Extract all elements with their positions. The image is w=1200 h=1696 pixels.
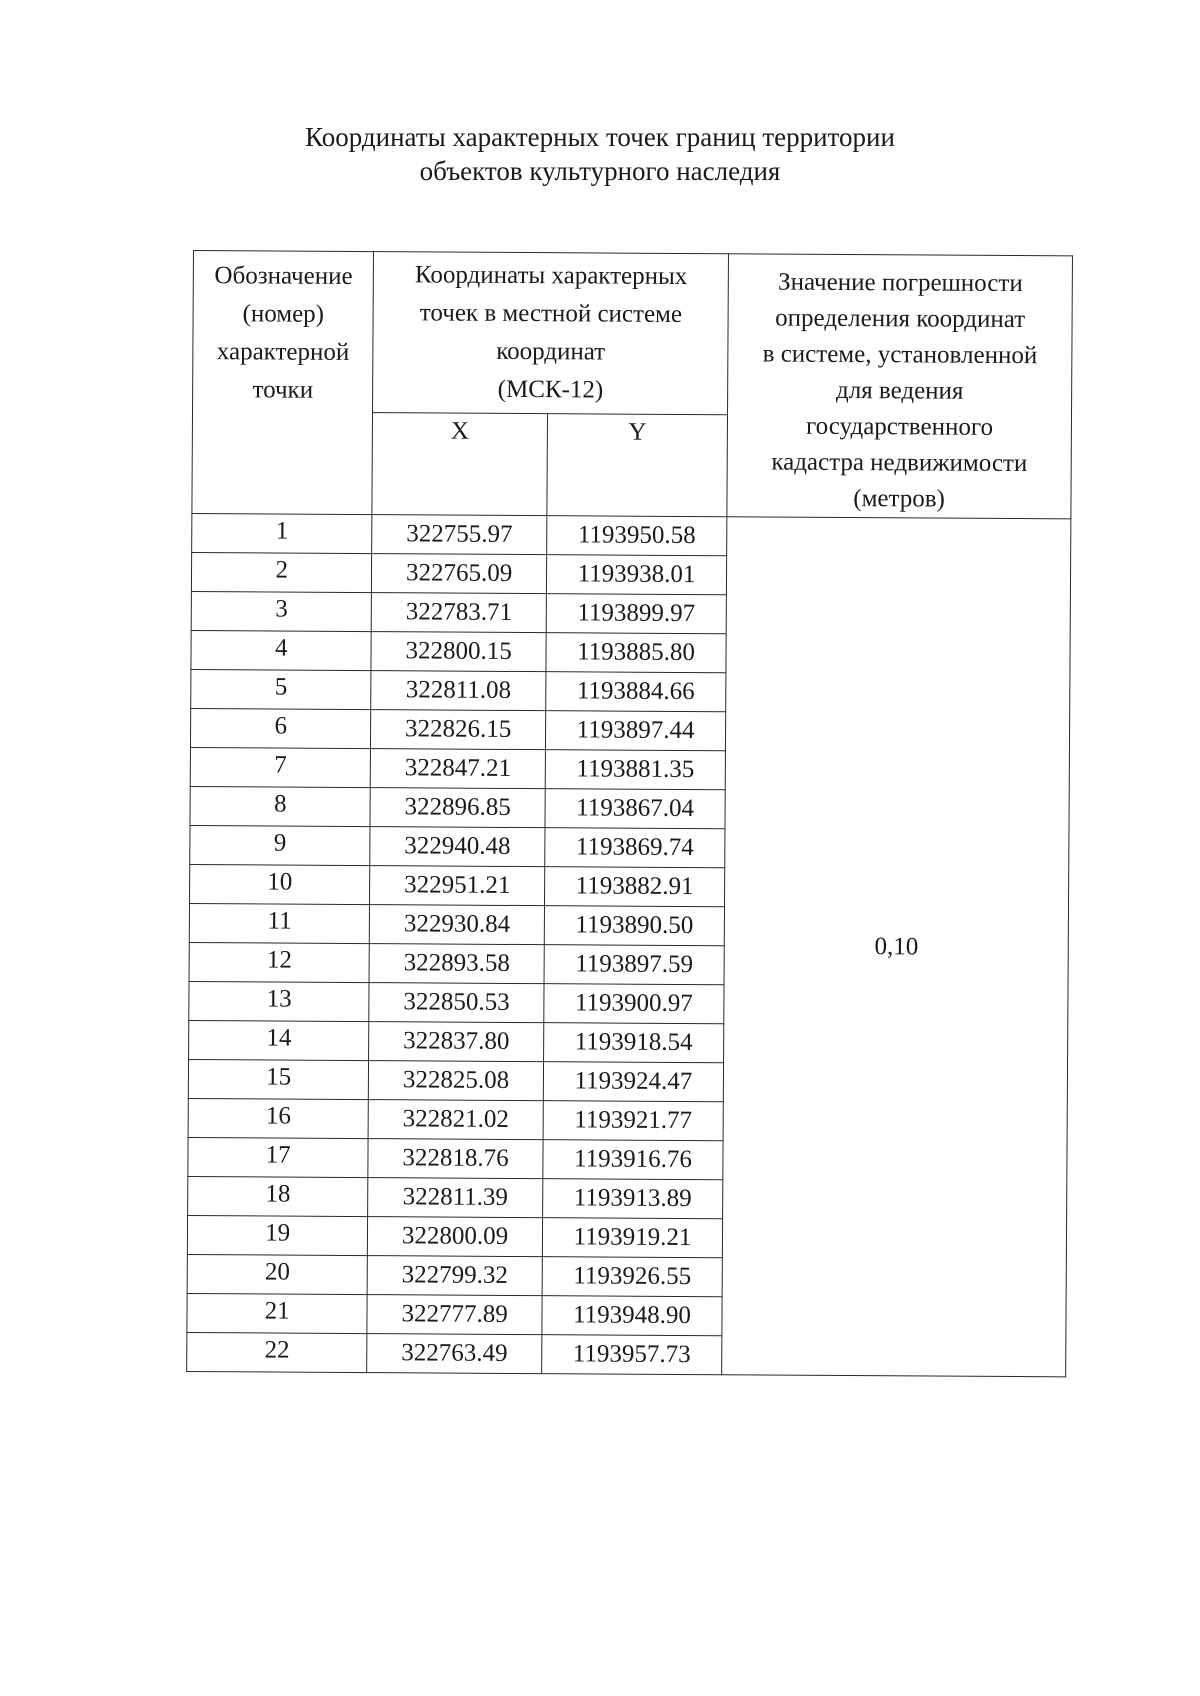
x-coordinate-cell: 322783.71 [372, 593, 547, 633]
point-number-cell: 12 [189, 942, 370, 982]
point-number-cell: 9 [190, 825, 371, 865]
x-coordinate-cell: 322837.80 [369, 1022, 544, 1062]
y-coordinate-cell: 1193900.97 [544, 984, 725, 1024]
header-coords-line: координат [496, 337, 606, 366]
point-number-cell: 5 [191, 669, 372, 709]
y-coordinate-cell: 1193948.90 [542, 1296, 723, 1336]
y-coordinate-cell: 1193916.76 [543, 1140, 724, 1180]
point-number-cell: 17 [188, 1137, 369, 1177]
x-coordinate-cell: 322951.21 [370, 866, 545, 906]
header-err-line: (метров) [853, 485, 945, 513]
y-coordinate-cell: 1193897.59 [544, 945, 725, 985]
x-coordinate-cell: 322811.08 [371, 671, 546, 711]
point-number-cell: 15 [188, 1059, 369, 1099]
x-coordinate-cell: 322755.97 [372, 515, 547, 555]
header-point-number [192, 251, 374, 515]
point-number-cell: 6 [190, 708, 371, 748]
y-coordinate-cell: 1193938.01 [546, 555, 727, 595]
y-coordinate-cell: 1193950.58 [546, 516, 727, 556]
point-number-cell: 11 [189, 903, 370, 943]
x-coordinate-cell: 322821.02 [368, 1100, 543, 1140]
x-coordinate-cell: 322799.32 [368, 1256, 543, 1296]
header-num-line: характерной [216, 338, 350, 366]
x-coordinate-cell: 322850.53 [369, 983, 544, 1023]
point-number-cell: 22 [187, 1332, 368, 1372]
point-number-cell: 14 [189, 1020, 370, 1060]
point-number-cell: 1 [192, 513, 373, 553]
x-coordinate-cell: 322930.84 [370, 905, 545, 945]
header-err-line: Значение погрешности [778, 268, 1023, 298]
point-number-cell: 21 [187, 1293, 368, 1333]
y-coordinate-cell: 1193882.91 [544, 867, 725, 907]
header-num-line: (номер) [242, 300, 325, 328]
x-coordinate-cell: 322777.89 [367, 1295, 542, 1335]
header-num-line: Обозначение [214, 262, 353, 290]
point-number-cell: 8 [190, 786, 371, 826]
document-title [0, 120, 1200, 188]
y-coordinate-cell: 1193869.74 [545, 828, 726, 868]
header-error [727, 254, 1072, 519]
y-coordinate-cell: 1193899.97 [546, 594, 727, 634]
coordinates-table [186, 250, 1073, 1377]
header-coords-line: (МСК-12) [497, 375, 604, 404]
header-y: Y [547, 414, 728, 517]
header-coords-line: Координаты характерных [414, 261, 688, 291]
point-number-cell: 10 [190, 864, 371, 904]
x-coordinate-cell: 322800.09 [368, 1217, 543, 1257]
title-line-1: Координаты характерных точек границ территории [305, 122, 895, 152]
table-row [192, 513, 1071, 557]
header-coords-line: точек в местной системе [419, 299, 683, 328]
title-line-2: объектов культурного наследия [419, 156, 781, 186]
x-coordinate-cell: 322847.21 [371, 749, 546, 789]
x-coordinate-cell: 322825.08 [369, 1061, 544, 1101]
x-coordinate-cell: 322811.39 [368, 1178, 543, 1218]
y-coordinate-cell: 1193919.21 [542, 1218, 723, 1258]
x-coordinate-cell: 322800.15 [371, 632, 546, 672]
x-coordinate-cell: 322765.09 [372, 554, 547, 594]
point-number-cell: 13 [189, 981, 370, 1021]
point-number-cell: 4 [191, 630, 372, 670]
header-err-line: для ведения [835, 376, 964, 405]
header-err-line: определения координат [775, 304, 1026, 334]
x-coordinate-cell: 322896.85 [370, 788, 545, 828]
y-coordinate-cell: 1193890.50 [544, 906, 725, 946]
x-coordinate-cell: 322763.49 [367, 1334, 542, 1374]
y-coordinate-cell: 1193867.04 [545, 789, 726, 829]
y-coordinate-cell: 1193885.80 [546, 633, 727, 673]
table-body [187, 513, 1071, 1376]
x-coordinate-cell: 322826.15 [371, 710, 546, 750]
x-coordinate-cell: 322818.76 [368, 1139, 543, 1179]
header-num-line: точки [252, 376, 314, 404]
point-number-cell: 3 [191, 591, 372, 631]
header-err-line: в системе, установленной [762, 340, 1038, 370]
point-number-cell: 2 [191, 552, 372, 592]
header-err-line: государственного [805, 412, 994, 441]
x-coordinate-cell: 322940.48 [370, 827, 545, 867]
y-coordinate-cell: 1193881.35 [545, 750, 726, 790]
error-value-cell: 0,10 [722, 517, 1071, 1377]
y-coordinate-cell: 1193926.55 [542, 1257, 723, 1297]
x-coordinate-cell: 322893.58 [369, 944, 544, 984]
y-coordinate-cell: 1193957.73 [541, 1335, 722, 1375]
y-coordinate-cell: 1193918.54 [543, 1023, 724, 1063]
y-coordinate-cell: 1193924.47 [543, 1062, 724, 1102]
header-x: X [372, 413, 547, 516]
point-number-cell: 7 [190, 747, 371, 787]
point-number-cell: 20 [187, 1254, 368, 1294]
point-number-cell: 19 [187, 1215, 368, 1255]
y-coordinate-cell: 1193921.77 [543, 1101, 724, 1141]
y-coordinate-cell: 1193884.66 [545, 672, 726, 712]
point-number-cell: 18 [188, 1176, 369, 1216]
y-coordinate-cell: 1193913.89 [542, 1179, 723, 1219]
y-coordinate-cell: 1193897.44 [545, 711, 726, 751]
header-err-line: кадастра недвижимости [771, 448, 1028, 478]
header-coordinates [373, 252, 729, 415]
point-number-cell: 16 [188, 1098, 369, 1138]
